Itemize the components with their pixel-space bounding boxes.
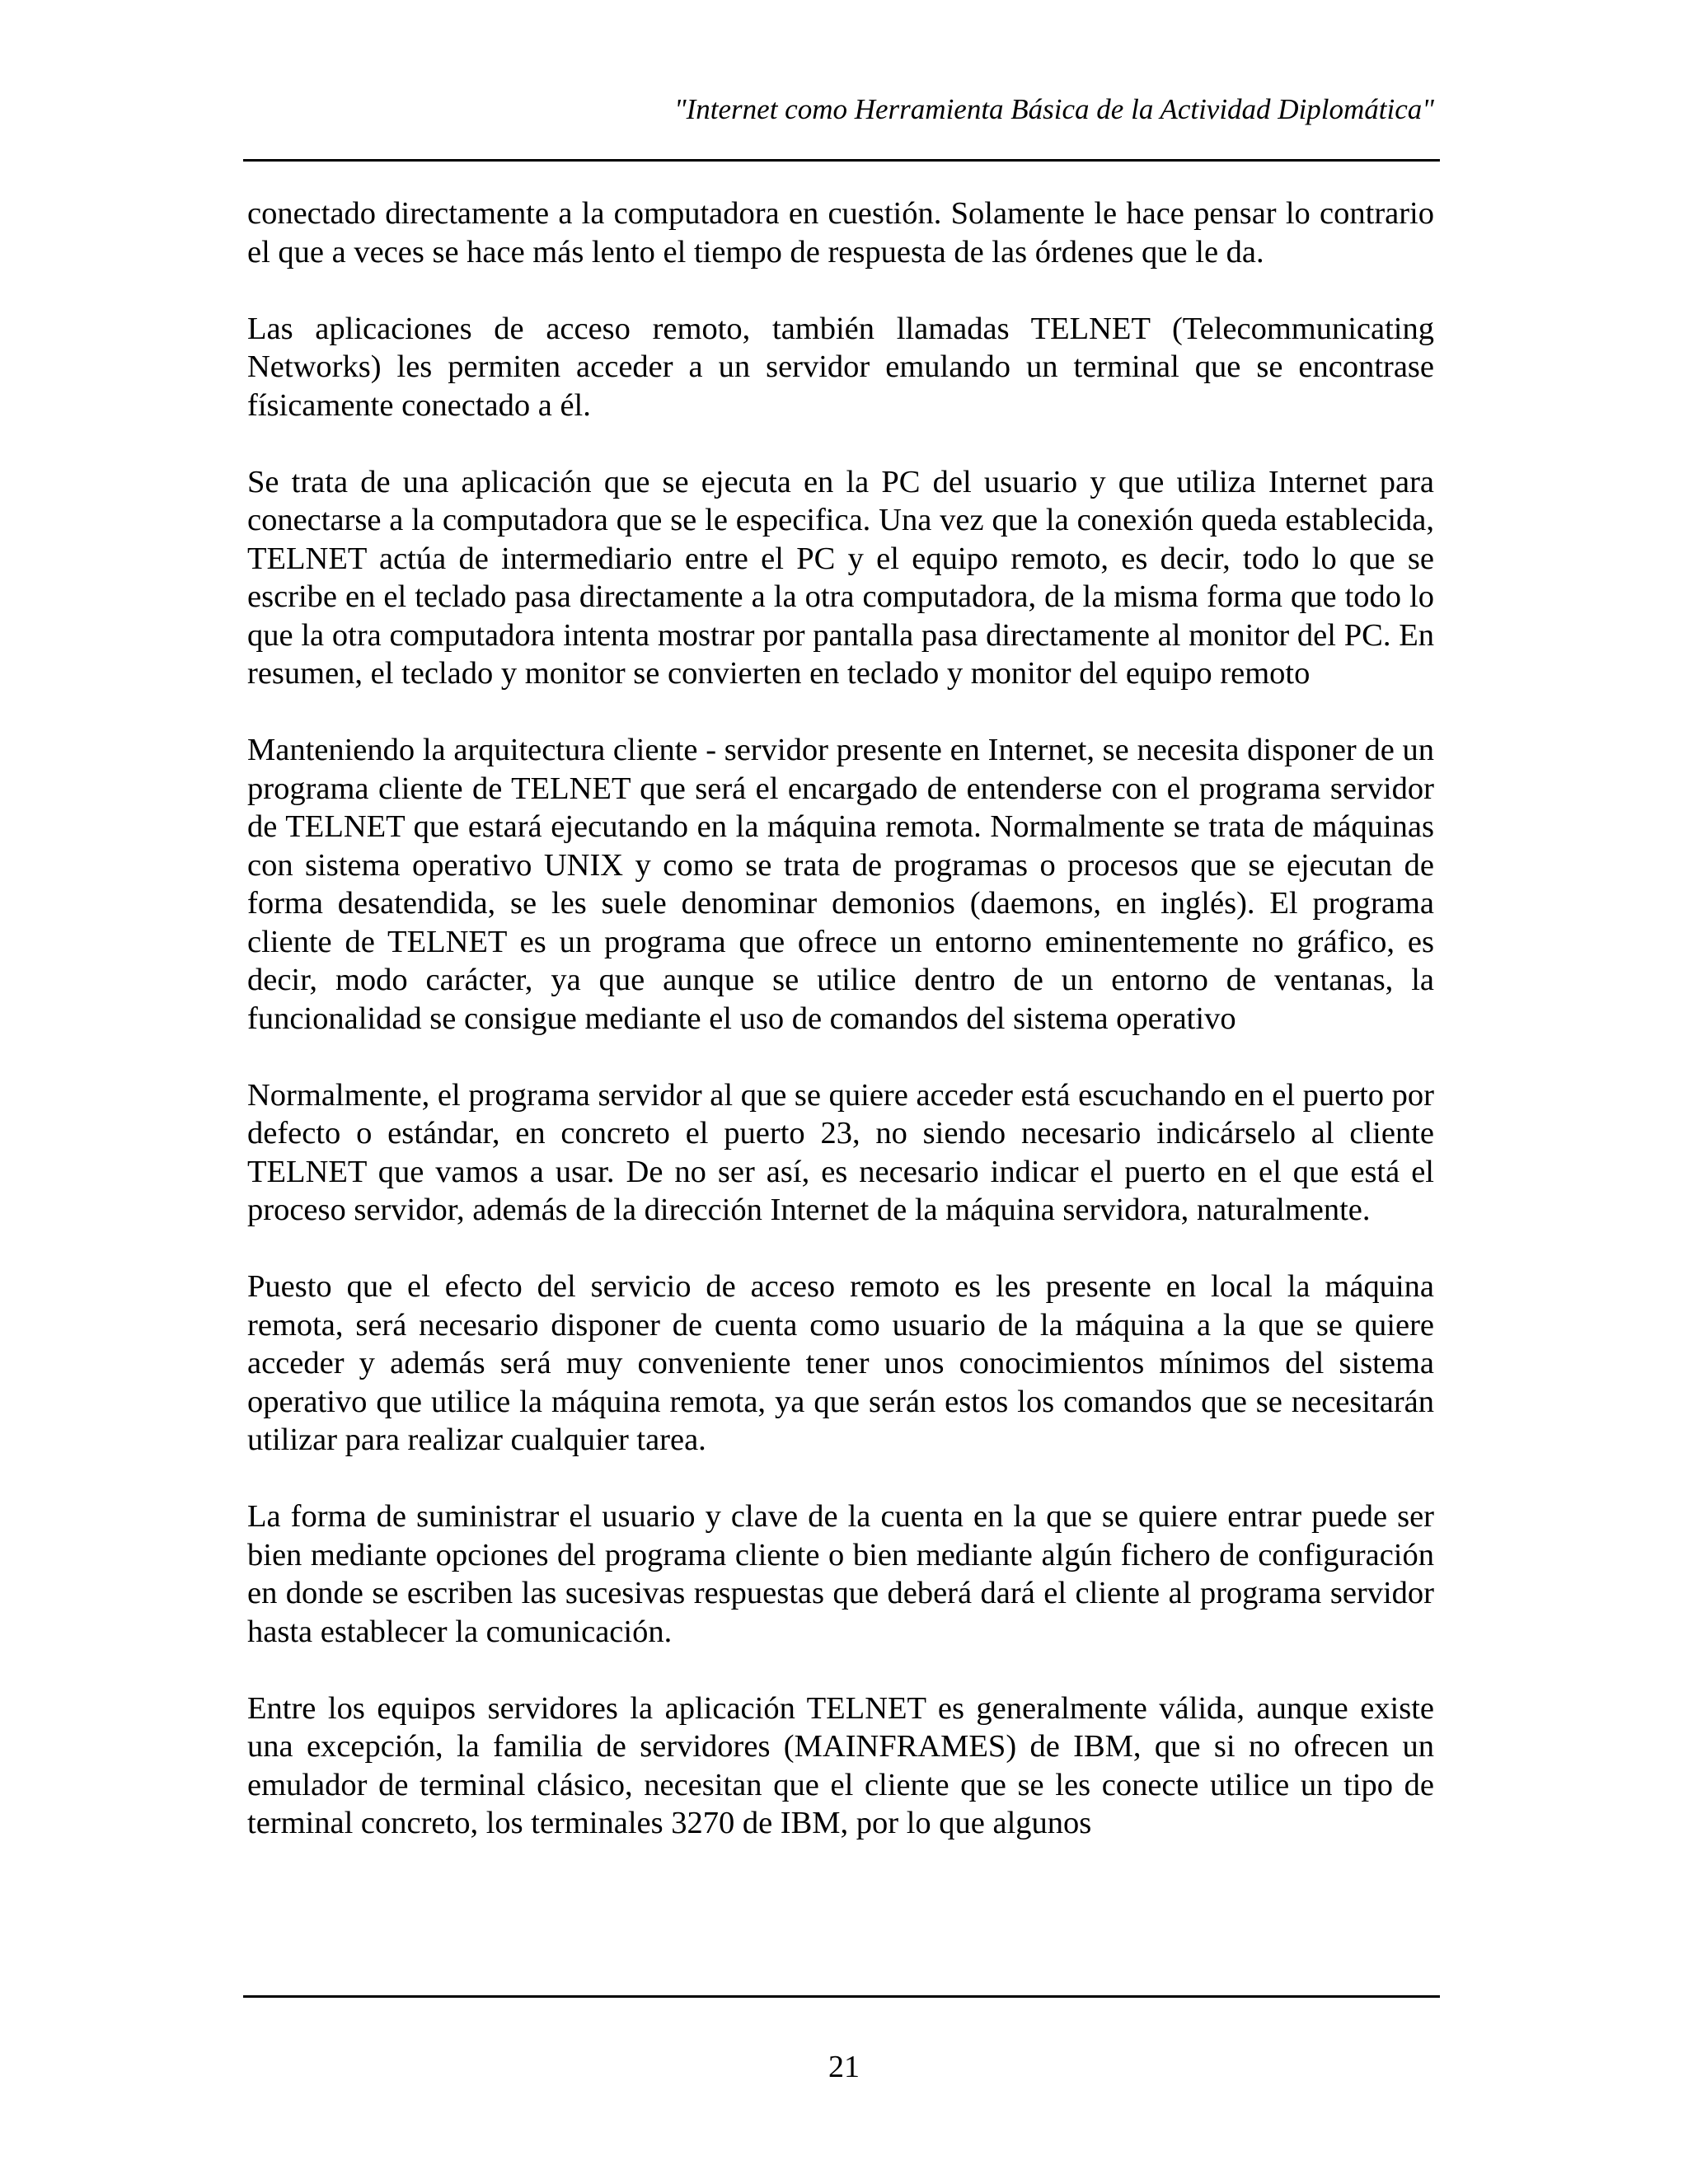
footer-rule — [243, 1995, 1440, 1998]
paragraph: La forma de suministrar el usuario y clave de la cuenta en la que se quiere entrar puede ser bien mediante opciones del programa cliente o bien mediante algún fichero de configuración en donde se escriben las sucesivas respuestas que deberá dará el cliente al programa servidor hasta establecer la comunicación. — [247, 1499, 1434, 1649]
paragraph: conectado directamente a la computadora en cuestión. Solamente le hace pensar lo contrario el que a veces se hace más lento el tiempo de respuesta de las órdenes que le da. — [247, 196, 1434, 269]
paragraph: Puesto que el efecto del servicio de acceso remoto es les presente en local la máquina remota, será necesario disponer de cuenta como usuario de la máquina a la que se quiere acceder y además será muy conveniente tener unos conocimientos mínimos del sistema operativo que utilice la máquina remota, ya que serán estos los comandos que se necesitarán utilizar para realizar cualquier tarea. — [247, 1269, 1434, 1457]
paragraph: Manteniendo la arquitectura cliente - servidor presente en Internet, se necesita disponer de un programa cliente de TELNET que será el encargado de entenderse con el programa servidor de TELNET que estará ejecutando en la máquina remota. Normalmente se trata de máquinas con sistema operativo UNIX y como se trata de programas o procesos que se ejecutan de forma desatendida, se les suele denominar demonios (daemons, en inglés). El programa cliente de TELNET es un programa que ofrece un entorno eminentemente no gráfico, es decir, modo carácter, ya que aunque se utilice dentro de un entorno de ventanas, la funcionalidad se consigue mediante el uso de comandos del sistema operativo — [247, 733, 1434, 1036]
body-text — [247, 194, 1434, 1843]
paragraph: Se trata de una aplicación que se ejecuta en la PC del usuario y que utiliza Internet para conectarse a la computadora que se le especifica. Una vez que la conexión queda establecida, TELNET actúa de intermediario entre el PC y el equipo remoto, es decir, todo lo que se escribe en el teclado pasa directamente a la otra computadora, de la misma forma que todo lo que la otra computadora intenta mostrar por pantalla pasa directamente al monitor del PC. En resumen, el teclado y monitor se convierten en teclado y monitor del equipo remoto — [247, 464, 1434, 691]
page-number: 21 — [828, 2050, 860, 2084]
paragraph: Las aplicaciones de acceso remoto, también llamadas TELNET (Telecommunicating Networks) les permiten acceder a un servidor emulando un terminal que se encontrase físicamente conectado a él. — [247, 311, 1434, 423]
running-header: "Internet como Herramienta Básica de la Actividad Diplomática" — [673, 93, 1434, 125]
paragraph: Normalmente, el programa servidor al que se quiere acceder está escuchando en el puerto por defecto o estándar, en concreto el puerto 23, no siendo necesario indicárselo al cliente TELNET que vamos a usar. De no ser así, es necesario indicar el puerto en el que está el proceso servidor, además de la dirección Internet de la máquina servidora, naturalmente. — [247, 1077, 1434, 1227]
paragraph: Entre los equipos servidores la aplicación TELNET es generalmente válida, aunque existe una excepción, la familia de servidores (MAINFRAMES) de IBM, que si no ofrecen un emulador de terminal clásico, necesitan que el cliente que se les conecte utilice un tipo de terminal concreto, los terminales 3270 de IBM, por lo que algunos — [247, 1690, 1434, 1840]
header-rule — [243, 159, 1440, 162]
